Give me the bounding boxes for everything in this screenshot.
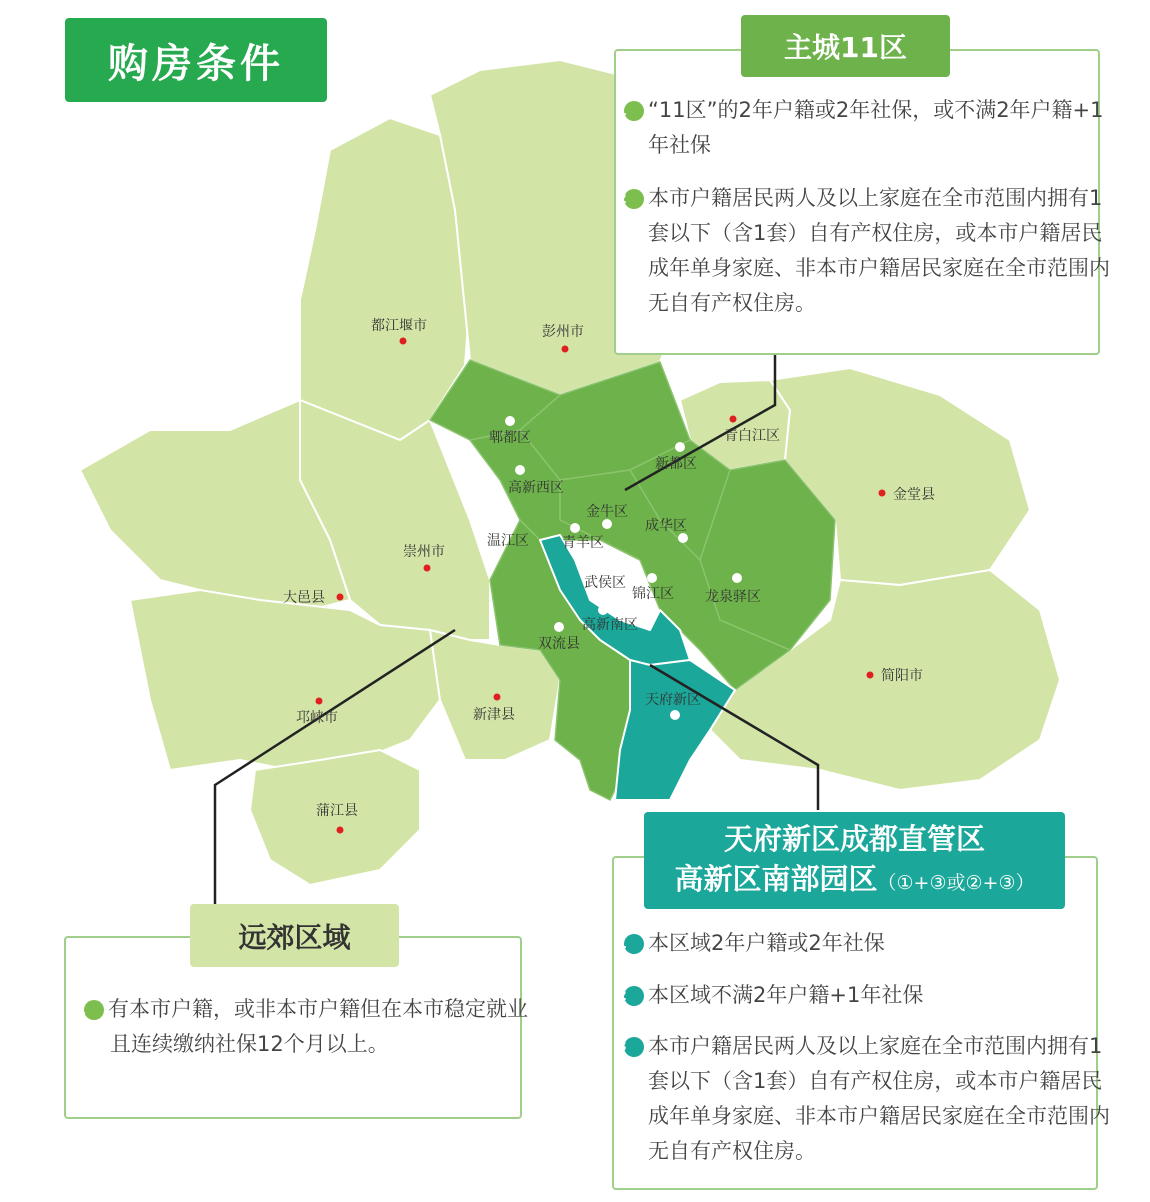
- label-pengzhou: 彭州市: [542, 324, 584, 340]
- dot-chongzhou: [424, 565, 431, 572]
- number-1-icon: 1: [84, 1000, 104, 1020]
- tianfu-item-1: [617, 926, 1108, 961]
- label-qingbaijiang: 青白江区: [724, 428, 780, 444]
- number-2-icon: 2: [624, 189, 644, 209]
- dot-jinjiang: [647, 573, 657, 583]
- number-1-icon: 1: [624, 101, 644, 121]
- region-dujiangyan: [300, 118, 470, 440]
- number-2-icon: 2: [624, 986, 644, 1006]
- label-gaoxinnan: 高新南区: [582, 617, 638, 633]
- dot-jintang: [879, 490, 886, 497]
- main-city-item-1: [617, 93, 1108, 163]
- label-chongzhou: 崇州市: [403, 544, 445, 560]
- dot-pujiang: [337, 827, 344, 834]
- number-1-icon: 1: [624, 934, 644, 954]
- dot-longquanyi: [732, 573, 742, 583]
- label-jintang: 金堂县: [893, 487, 935, 503]
- label-dujiangyan: 都江堰市: [371, 318, 427, 334]
- tianfu-item-3-text: 本市户籍居民两人及以上家庭在全市范围内拥有1套以下（含1套）自有产权住房，或本市户籍居民成年单身家庭、非本市户籍居民家庭在全市范围内无自有产权住房。: [648, 1034, 1110, 1163]
- main-city-heading: 主城11区: [741, 15, 950, 77]
- page-title: 购房条件: [65, 18, 327, 102]
- label-jianyang: 简阳市: [881, 668, 923, 684]
- dot-jianyang: [867, 672, 874, 679]
- label-longquanyi: 龙泉驿区: [705, 589, 761, 605]
- dot-gaoxinxi: [515, 465, 525, 475]
- main-city-item-1-text: “11区”的2年户籍或2年社保，或不满2年户籍+1年社保: [648, 98, 1104, 157]
- dot-qingyang: [570, 523, 580, 533]
- label-jinniu: 金牛区: [586, 504, 628, 520]
- dot-pengzhou: [562, 346, 569, 353]
- label-chenghua: 成华区: [645, 518, 687, 534]
- dot-gaoxinnan: [598, 605, 608, 615]
- main-city-item-2: [617, 181, 1110, 321]
- tianfu-item-3: [617, 1029, 1110, 1169]
- number-3-icon: 3: [624, 1037, 644, 1057]
- dot-xindu: [675, 442, 685, 452]
- suburb-item-1: [76, 992, 530, 1062]
- label-shuangliu: 双流县: [538, 636, 580, 652]
- label-pidu: 郫都区: [489, 430, 531, 446]
- tianfu-item-2: [617, 978, 1108, 1013]
- dot-chenghua: [678, 533, 688, 543]
- dot-dayi: [337, 594, 344, 601]
- main-city-item-2-text: 本市户籍居民两人及以上家庭在全市范围内拥有1套以下（含1套）自有产权住房，或本市户籍居民成年单身家庭、非本市户籍居民家庭在全市范围内无自有产权住房。: [648, 186, 1110, 315]
- label-gaoxinxi: 高新西区: [508, 480, 564, 496]
- tianfu-heading-line2-wrap: [675, 859, 1035, 903]
- dot-jinniu: [602, 519, 612, 529]
- label-jinjiang: 锦江区: [632, 586, 674, 602]
- label-wuhou: 武侯区: [584, 575, 626, 591]
- dot-shuangliu: [554, 622, 564, 632]
- label-xindu: 新都区: [655, 456, 697, 472]
- dot-wuhou: [597, 562, 607, 572]
- label-tianfuxinqu: 天府新区: [645, 692, 701, 708]
- dot-wenjiang: [505, 516, 515, 526]
- tianfu-item-2-text: 本区域不满2年户籍+1年社保: [648, 983, 924, 1007]
- label-qionglai: 邛崃市: [296, 710, 338, 726]
- dot-qionglai: [316, 698, 323, 705]
- tianfu-heading: [644, 812, 1065, 909]
- dot-xinjin: [494, 694, 501, 701]
- suburb-item-1-text: 有本市户籍，或非本市户籍但在本市稳定就业且连续缴纳社保12个月以上。: [108, 997, 528, 1056]
- tianfu-heading-note: （①+③或②+③）: [877, 871, 1035, 894]
- suburb-heading: 远郊区域: [190, 904, 399, 967]
- tianfu-heading-line2: 高新区南部园区: [674, 861, 878, 896]
- label-dayi: 大邑县: [283, 590, 325, 606]
- label-wenjiang: 温江区: [487, 533, 529, 549]
- tianfu-item-1-text: 本区域2年户籍或2年社保: [648, 931, 885, 955]
- dot-tianfuxinqu: [670, 710, 680, 720]
- dot-dujiangyan: [400, 338, 407, 345]
- tianfu-heading-line1: 天府新区成都直管区: [723, 821, 985, 856]
- label-qingyang: 青羊区: [562, 535, 604, 551]
- label-xinjin: 新津县: [473, 707, 515, 723]
- dot-qingbaijiang: [730, 416, 737, 423]
- dot-pidu: [505, 416, 515, 426]
- label-pujiang: 蒲江县: [316, 803, 358, 819]
